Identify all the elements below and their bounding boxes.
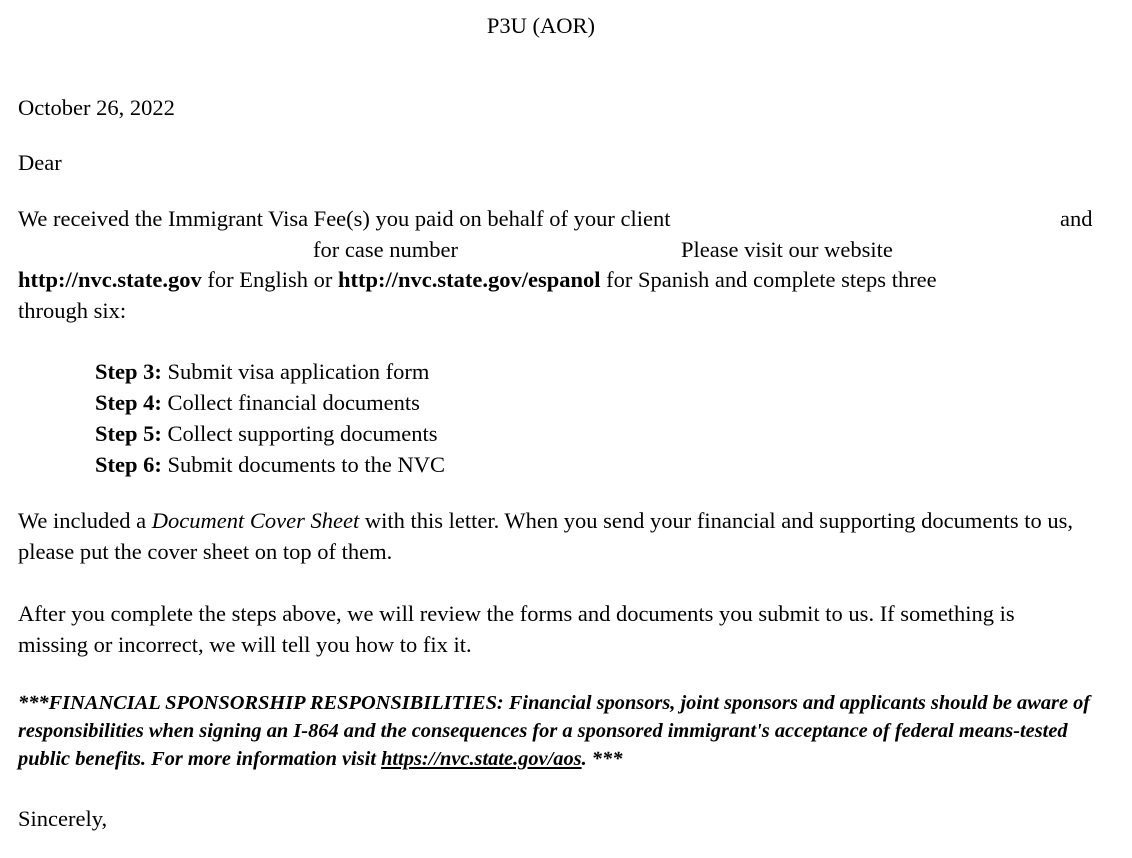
step-text: Collect financial documents xyxy=(161,390,420,415)
step-item xyxy=(95,356,445,387)
english-text: for English or xyxy=(201,267,338,292)
step-text: Submit documents to the NVC xyxy=(161,452,445,477)
document-cover-sheet-text: Document Cover Sheet xyxy=(151,508,360,533)
step-text: Collect supporting documents xyxy=(161,421,438,446)
step-label: Step 3: xyxy=(95,359,162,384)
nvc-english-url: http://nvc.state.gov xyxy=(18,267,202,292)
spanish-text: for Spanish and complete steps three xyxy=(600,267,937,292)
financial-sponsorship-notice xyxy=(18,689,1113,773)
steps-list xyxy=(95,356,445,480)
paragraph2-end: with this letter. When you send your financial and supporting documents to us, please put the cover sheet on top of them. xyxy=(18,508,1074,564)
paragraph1-line4: through six: xyxy=(18,298,127,323)
nvc-spanish-url: http://nvc.state.gov/espanol xyxy=(337,267,601,292)
paragraph1-line1-end: and xyxy=(1060,206,1093,231)
closing: Sincerely, xyxy=(18,806,108,831)
paragraph1-visit-website: Please visit our website xyxy=(681,237,893,262)
review-paragraph: After you complete the steps above, we will review the forms and documents you submit to us. If something is missing or incorrect, we will tell you how to fix it. xyxy=(18,601,1015,657)
paragraph2-start: We included a xyxy=(18,508,152,533)
step-text: Submit visa application form xyxy=(161,359,430,384)
paragraph1-case-number-label: for case number xyxy=(313,237,458,262)
letter-date: October 26, 2022 xyxy=(18,95,175,120)
aos-link[interactable]: https://nvc.state.gov/aos xyxy=(381,748,582,770)
step-label: Step 4: xyxy=(95,390,162,415)
step-item xyxy=(95,449,445,480)
cover-sheet-paragraph xyxy=(18,505,1088,567)
salutation: Dear xyxy=(18,150,62,175)
step-item xyxy=(95,418,445,449)
notice-text: ***FINANCIAL SPONSORSHIP RESPONSIBILITIES: Financial sponsors, joint sponsors and applicants should be aware of responsibilities when signing an I-864 and the consequences for a sponsored immigrant's acceptance of federal means-tested public benefits. For more information visit xyxy=(18,692,1091,770)
letter-code-header: P3U (AOR) xyxy=(486,13,596,38)
step-label: Step 6: xyxy=(95,452,162,477)
paragraph1-line3 xyxy=(18,264,937,295)
paragraph1-line1: We received the Immigrant Visa Fee(s) you paid on behalf of your client xyxy=(18,206,671,231)
step-label: Step 5: xyxy=(95,421,162,446)
notice-end: . *** xyxy=(581,748,623,770)
step-item xyxy=(95,387,445,418)
